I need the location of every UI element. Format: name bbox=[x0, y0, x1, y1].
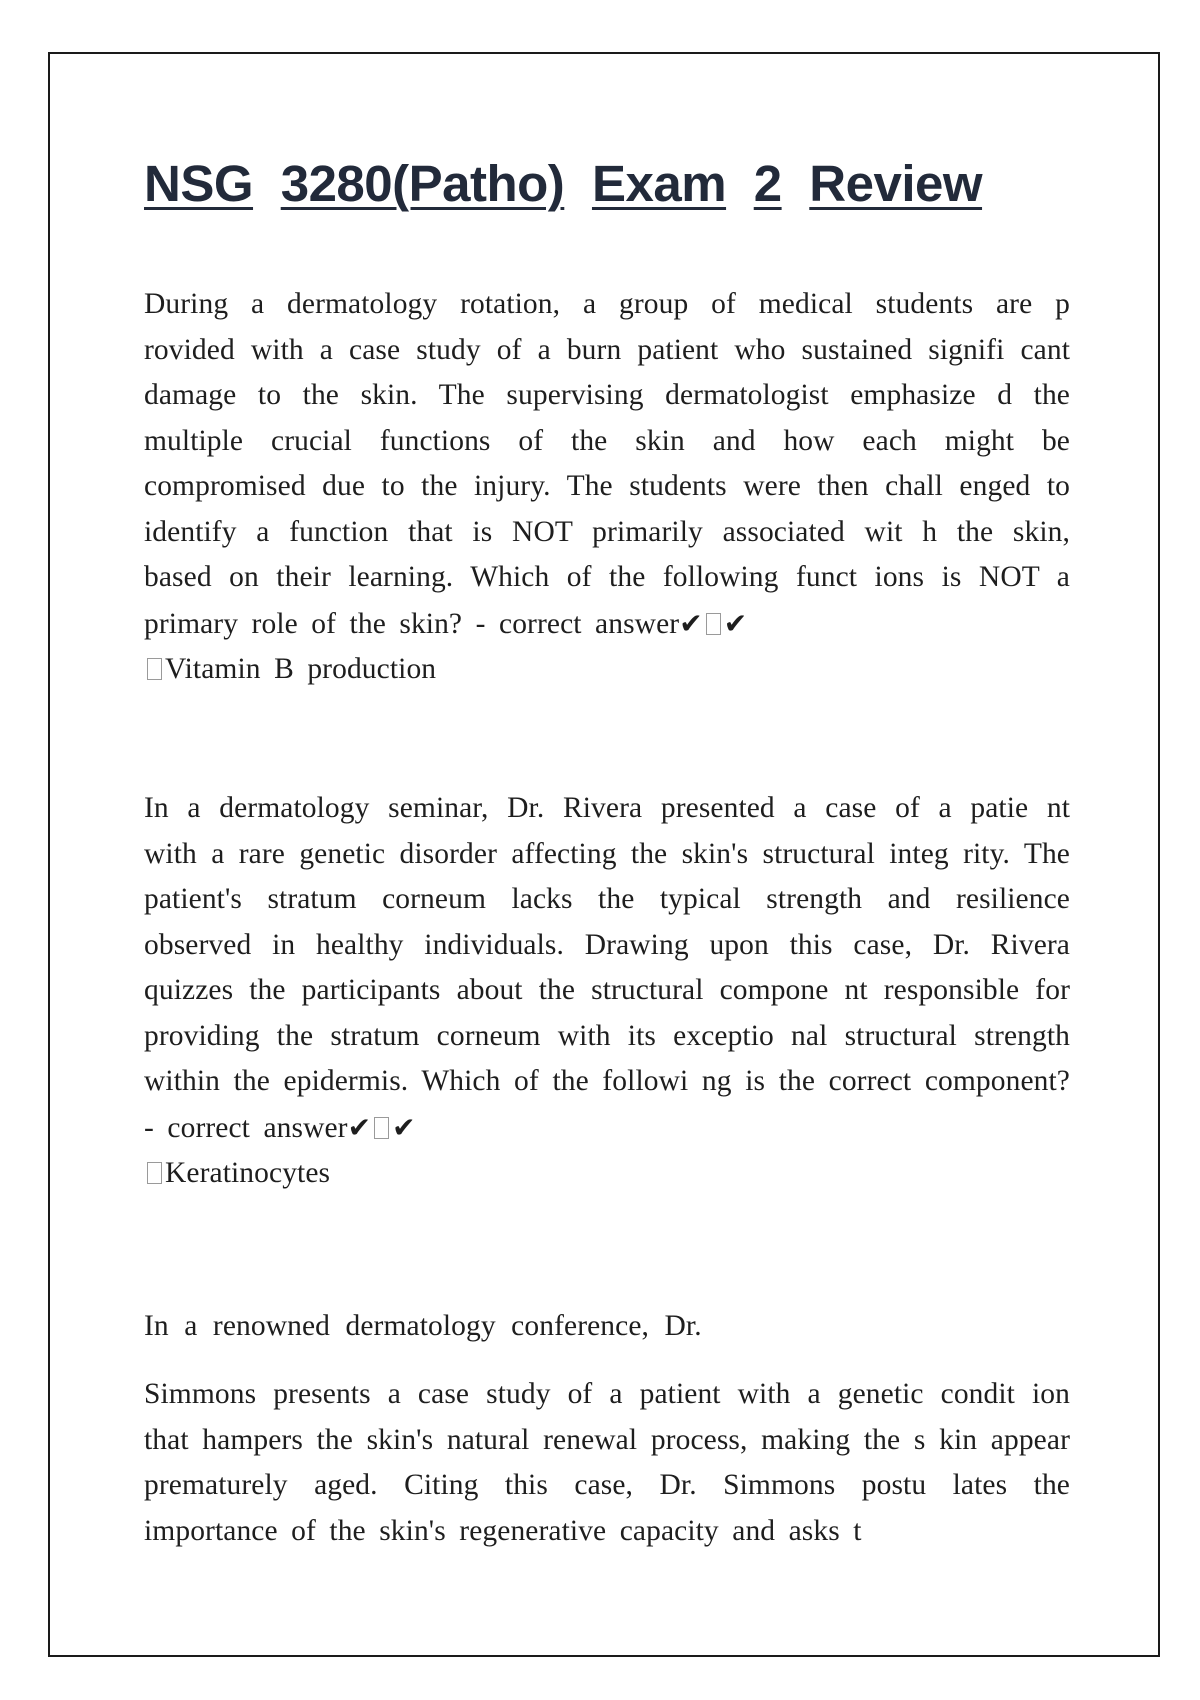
title-word: NSG bbox=[144, 155, 254, 212]
title-word: 2 bbox=[753, 155, 782, 212]
question-2-text: In a dermatology seminar, Dr. Rivera presented a case of a patie nt with a rare genetic disorder affecting the skin's structural integ rity. The patient's stratum corneum lacks the typical strength and resilience observed in healthy individuals. Drawing upon this case, Dr. Rivera quizzes the participants about the structural compone nt responsible for providing the stratum corneum with its exceptio nal structural strength within the epidermis. Which of the followi ng is the correct component? - correct answer bbox=[144, 792, 1070, 1144]
check-icon: ✔ bbox=[723, 606, 748, 640]
check-icon: ✔ bbox=[679, 606, 703, 640]
question-1-answer: Vitamin B production bbox=[165, 653, 437, 685]
title-word: 3280(Patho) bbox=[280, 155, 565, 212]
missing-glyph-box-icon bbox=[147, 1162, 162, 1184]
question-1 bbox=[144, 282, 1070, 693]
question-2-answer: Keratinocytes bbox=[165, 1157, 331, 1189]
missing-glyph-box-icon bbox=[374, 1117, 389, 1139]
check-icon: ✔ bbox=[347, 1110, 372, 1144]
question-3-text: Simmons presents a case study of a patient with a genetic condit ion that hampers the skin's natural renewal process, making the s kin appear prematurely aged. Citing this case, Dr. Simmons postu lates the importance of the skin's regenerative capacity and asks t bbox=[144, 1378, 1070, 1547]
missing-glyph-box-icon bbox=[147, 658, 162, 680]
question-1-text: During a dermatology rotation, a group of medical students are p rovided with a case study of a burn patient who sustained signifi cant damage to the skin. The supervising dermatologist emphasize d the multiple crucial functions of the skin and how each might be compromised due to the injury. The students were then chall enged to identify a function that is NOT primarily associated wit h the skin, based on their learning. Which of the following funct ions is NOT a primary role of the skin? - correct answer bbox=[144, 288, 1070, 640]
title-word: Exam bbox=[591, 155, 727, 212]
check-icon: ✔ bbox=[392, 1110, 416, 1144]
document-page bbox=[48, 52, 1160, 1657]
missing-glyph-box-icon bbox=[706, 613, 721, 635]
question-2 bbox=[144, 786, 1070, 1197]
document-title bbox=[144, 154, 982, 213]
question-3-intro: In a renowned dermatology conference, Dr. bbox=[144, 1310, 702, 1342]
title-word: Review bbox=[809, 155, 983, 212]
